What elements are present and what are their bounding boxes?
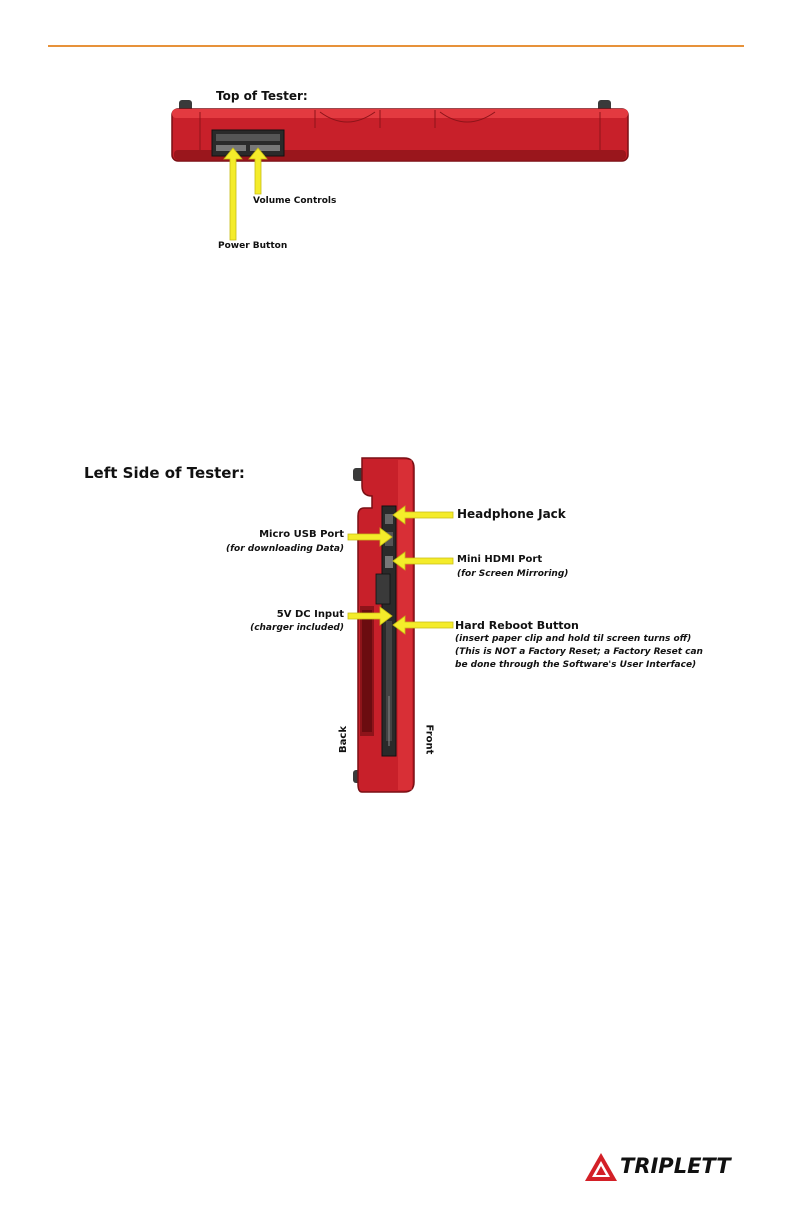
hard-reboot-note-3: be done through the Software's User Interface) bbox=[455, 660, 697, 670]
triplett-wordmark: TRIPLETT bbox=[620, 1154, 731, 1178]
back-label: Back bbox=[337, 726, 349, 753]
reboot-arrow bbox=[393, 615, 453, 635]
volume-arrow bbox=[248, 148, 268, 194]
micro-usb-label: Micro USB Port bbox=[259, 529, 344, 540]
usb-arrow bbox=[348, 527, 392, 547]
dc-input-note: (charger included) bbox=[250, 623, 344, 633]
triplett-logo bbox=[584, 1152, 746, 1182]
hard-reboot-note-1: (insert paper clip and hold til screen turns off) bbox=[455, 634, 692, 644]
headphone-arrow bbox=[393, 505, 453, 525]
hdmi-port-label: Mini HDMI Port bbox=[457, 554, 543, 565]
power-button-label: Power Button bbox=[218, 241, 288, 251]
triplett-triangle-icon bbox=[584, 1152, 618, 1182]
top-view-heading: Top of Tester: bbox=[216, 89, 308, 103]
header-rule bbox=[48, 45, 744, 47]
hard-reboot-label: Hard Reboot Button bbox=[455, 619, 579, 632]
power-arrow bbox=[223, 148, 243, 240]
front-label: Front bbox=[423, 724, 435, 755]
headphone-jack-label: Headphone Jack bbox=[457, 507, 566, 521]
hdmi-port-note: (for Screen Mirroring) bbox=[457, 569, 569, 579]
micro-usb-note: (for downloading Data) bbox=[225, 544, 344, 554]
volume-controls-label: Volume Controls bbox=[253, 196, 337, 206]
dc-input-arrow bbox=[348, 606, 392, 626]
dc-input-label: 5V DC Input bbox=[276, 609, 344, 620]
left-view-heading: Left Side of Tester: bbox=[84, 464, 245, 482]
hdmi-arrow bbox=[393, 551, 453, 571]
hard-reboot-note-2: (This is NOT a Factory Reset; a Factory Reset can bbox=[455, 647, 703, 657]
